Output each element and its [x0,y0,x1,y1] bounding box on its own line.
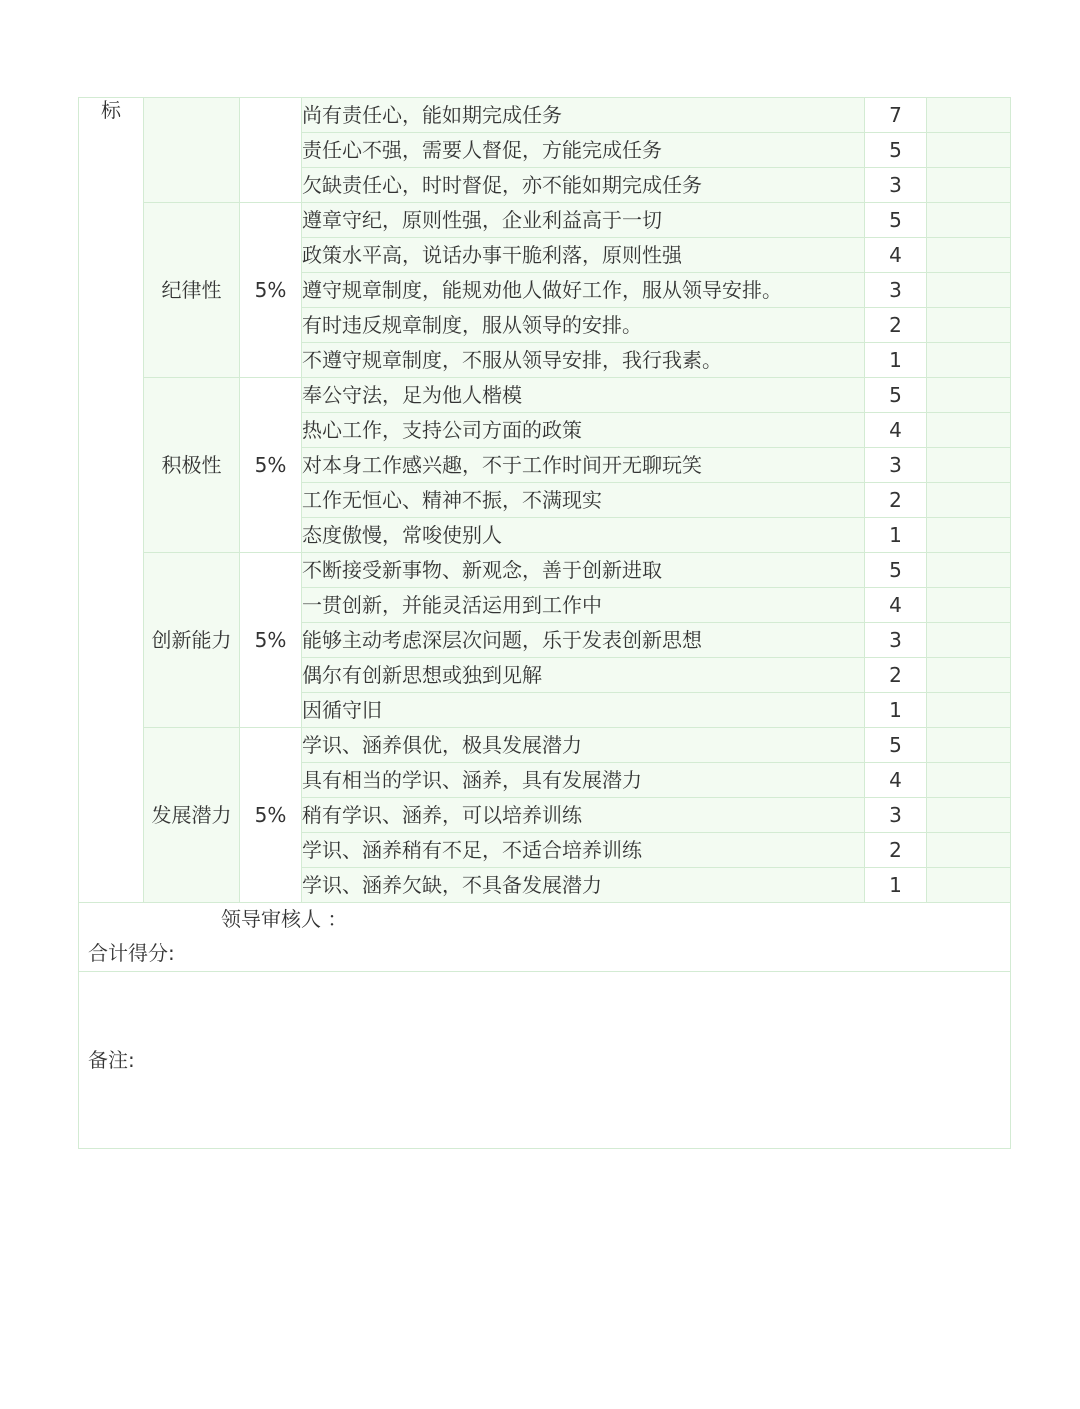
criteria-score: 2 [865,658,927,693]
category-name: 发展潜力 [151,803,232,827]
criteria-description: 不断接受新事物、新观念，善于创新进取 [302,553,865,588]
criteria-description: 不遵守规章制度，不服从领导安排，我行我素。 [302,343,865,378]
table-row [79,203,1011,238]
score-input-cell[interactable] [927,203,1011,238]
summary-cell [79,903,1011,972]
criteria-description: 学识、涵养俱优，极具发展潜力 [302,728,865,763]
score-input-cell[interactable] [927,273,1011,308]
criteria-score: 3 [865,273,927,308]
score-input-cell[interactable] [927,693,1011,728]
category-name: 纪律性 [161,278,222,302]
category-weight: 5% [240,553,302,728]
criteria-description: 遵章守纪，原则性强，企业利益高于一切 [302,203,865,238]
reviewer-label: 领导审核人 ： [221,907,348,931]
category-weight: 5% [240,378,302,553]
category-cell [144,203,240,378]
table-row [79,98,1011,133]
criteria-description: 一贯创新，并能灵活运用到工作中 [302,588,865,623]
criteria-description: 偶尔有创新思想或独到见解 [302,658,865,693]
score-input-cell[interactable] [927,728,1011,763]
criteria-score: 2 [865,833,927,868]
category-cell [144,553,240,728]
table-row [79,728,1011,763]
criteria-description: 有时违反规章制度，服从领导的安排。 [302,308,865,343]
criteria-score: 4 [865,238,927,273]
criteria-description: 欠缺责任心，时时督促，亦不能如期完成任务 [302,168,865,203]
score-input-cell[interactable] [927,133,1011,168]
score-input-cell[interactable] [927,448,1011,483]
table-row [79,553,1011,588]
indicator-label: 标 [101,98,121,122]
criteria-score: 7 [865,98,927,133]
criteria-description: 责任心不强，需要人督促，方能完成任务 [302,133,865,168]
score-input-cell[interactable] [927,833,1011,868]
evaluation-table-body [79,98,1011,903]
criteria-description: 遵守规章制度，能规劝他人做好工作，服从领导安排。 [302,273,865,308]
score-input-cell[interactable] [927,553,1011,588]
criteria-description: 学识、涵养稍有不足，不适合培养训练 [302,833,865,868]
score-input-cell[interactable] [927,588,1011,623]
score-input-cell[interactable] [927,658,1011,693]
evaluation-table [78,97,1011,1149]
criteria-description: 尚有责任心，能如期完成任务 [302,98,865,133]
criteria-score: 3 [865,798,927,833]
score-input-cell[interactable] [927,623,1011,658]
criteria-score: 1 [865,343,927,378]
weight-cell-prev [240,98,302,203]
criteria-score: 1 [865,868,927,903]
criteria-score: 2 [865,483,927,518]
score-input-cell[interactable] [927,238,1011,273]
criteria-score: 5 [865,378,927,413]
criteria-description: 对本身工作感兴趣，不于工作时间开无聊玩笑 [302,448,865,483]
criteria-score: 3 [865,448,927,483]
notes-cell[interactable] [79,972,1011,1149]
score-input-cell[interactable] [927,98,1011,133]
criteria-score: 1 [865,518,927,553]
summary-section [79,903,1011,1149]
criteria-description: 稍有学识、涵养，可以培养训练 [302,798,865,833]
criteria-score: 2 [865,308,927,343]
criteria-description: 热心工作，支持公司方面的政策 [302,413,865,448]
notes-label: 备注: [88,1048,135,1072]
category-cell-prev [144,98,240,203]
category-cell [144,728,240,903]
criteria-score: 5 [865,553,927,588]
category-name: 创新能力 [151,628,232,652]
category-name: 积极性 [161,453,222,477]
score-input-cell[interactable] [927,413,1011,448]
score-input-cell[interactable] [927,168,1011,203]
criteria-description: 态度傲慢，常唆使别人 [302,518,865,553]
score-input-cell[interactable] [927,798,1011,833]
total-score-label: 合计得分: [88,941,175,965]
criteria-description: 能够主动考虑深层次问题，乐于发表创新思想 [302,623,865,658]
score-input-cell[interactable] [927,518,1011,553]
table-row [79,378,1011,413]
criteria-score: 4 [865,413,927,448]
criteria-score: 4 [865,588,927,623]
criteria-description: 因循守旧 [302,693,865,728]
criteria-score: 3 [865,623,927,658]
score-input-cell[interactable] [927,763,1011,798]
criteria-score: 4 [865,763,927,798]
category-cell [144,378,240,553]
criteria-score: 1 [865,693,927,728]
criteria-description: 具有相当的学识、涵养，具有发展潜力 [302,763,865,798]
criteria-score: 5 [865,728,927,763]
category-weight: 5% [240,728,302,903]
score-input-cell[interactable] [927,483,1011,518]
score-input-cell[interactable] [927,378,1011,413]
criteria-description: 政策水平高，说话办事干脆利落，原则性强 [302,238,865,273]
criteria-score: 5 [865,133,927,168]
score-input-cell[interactable] [927,308,1011,343]
score-input-cell[interactable] [927,868,1011,903]
criteria-description: 工作无恒心、精神不振，不满现实 [302,483,865,518]
criteria-score: 3 [865,168,927,203]
indicator-label-cell [79,98,144,903]
score-input-cell[interactable] [927,343,1011,378]
criteria-score: 5 [865,203,927,238]
category-weight: 5% [240,203,302,378]
criteria-description: 学识、涵养欠缺，不具备发展潜力 [302,868,865,903]
criteria-description: 奉公守法，足为他人楷模 [302,378,865,413]
